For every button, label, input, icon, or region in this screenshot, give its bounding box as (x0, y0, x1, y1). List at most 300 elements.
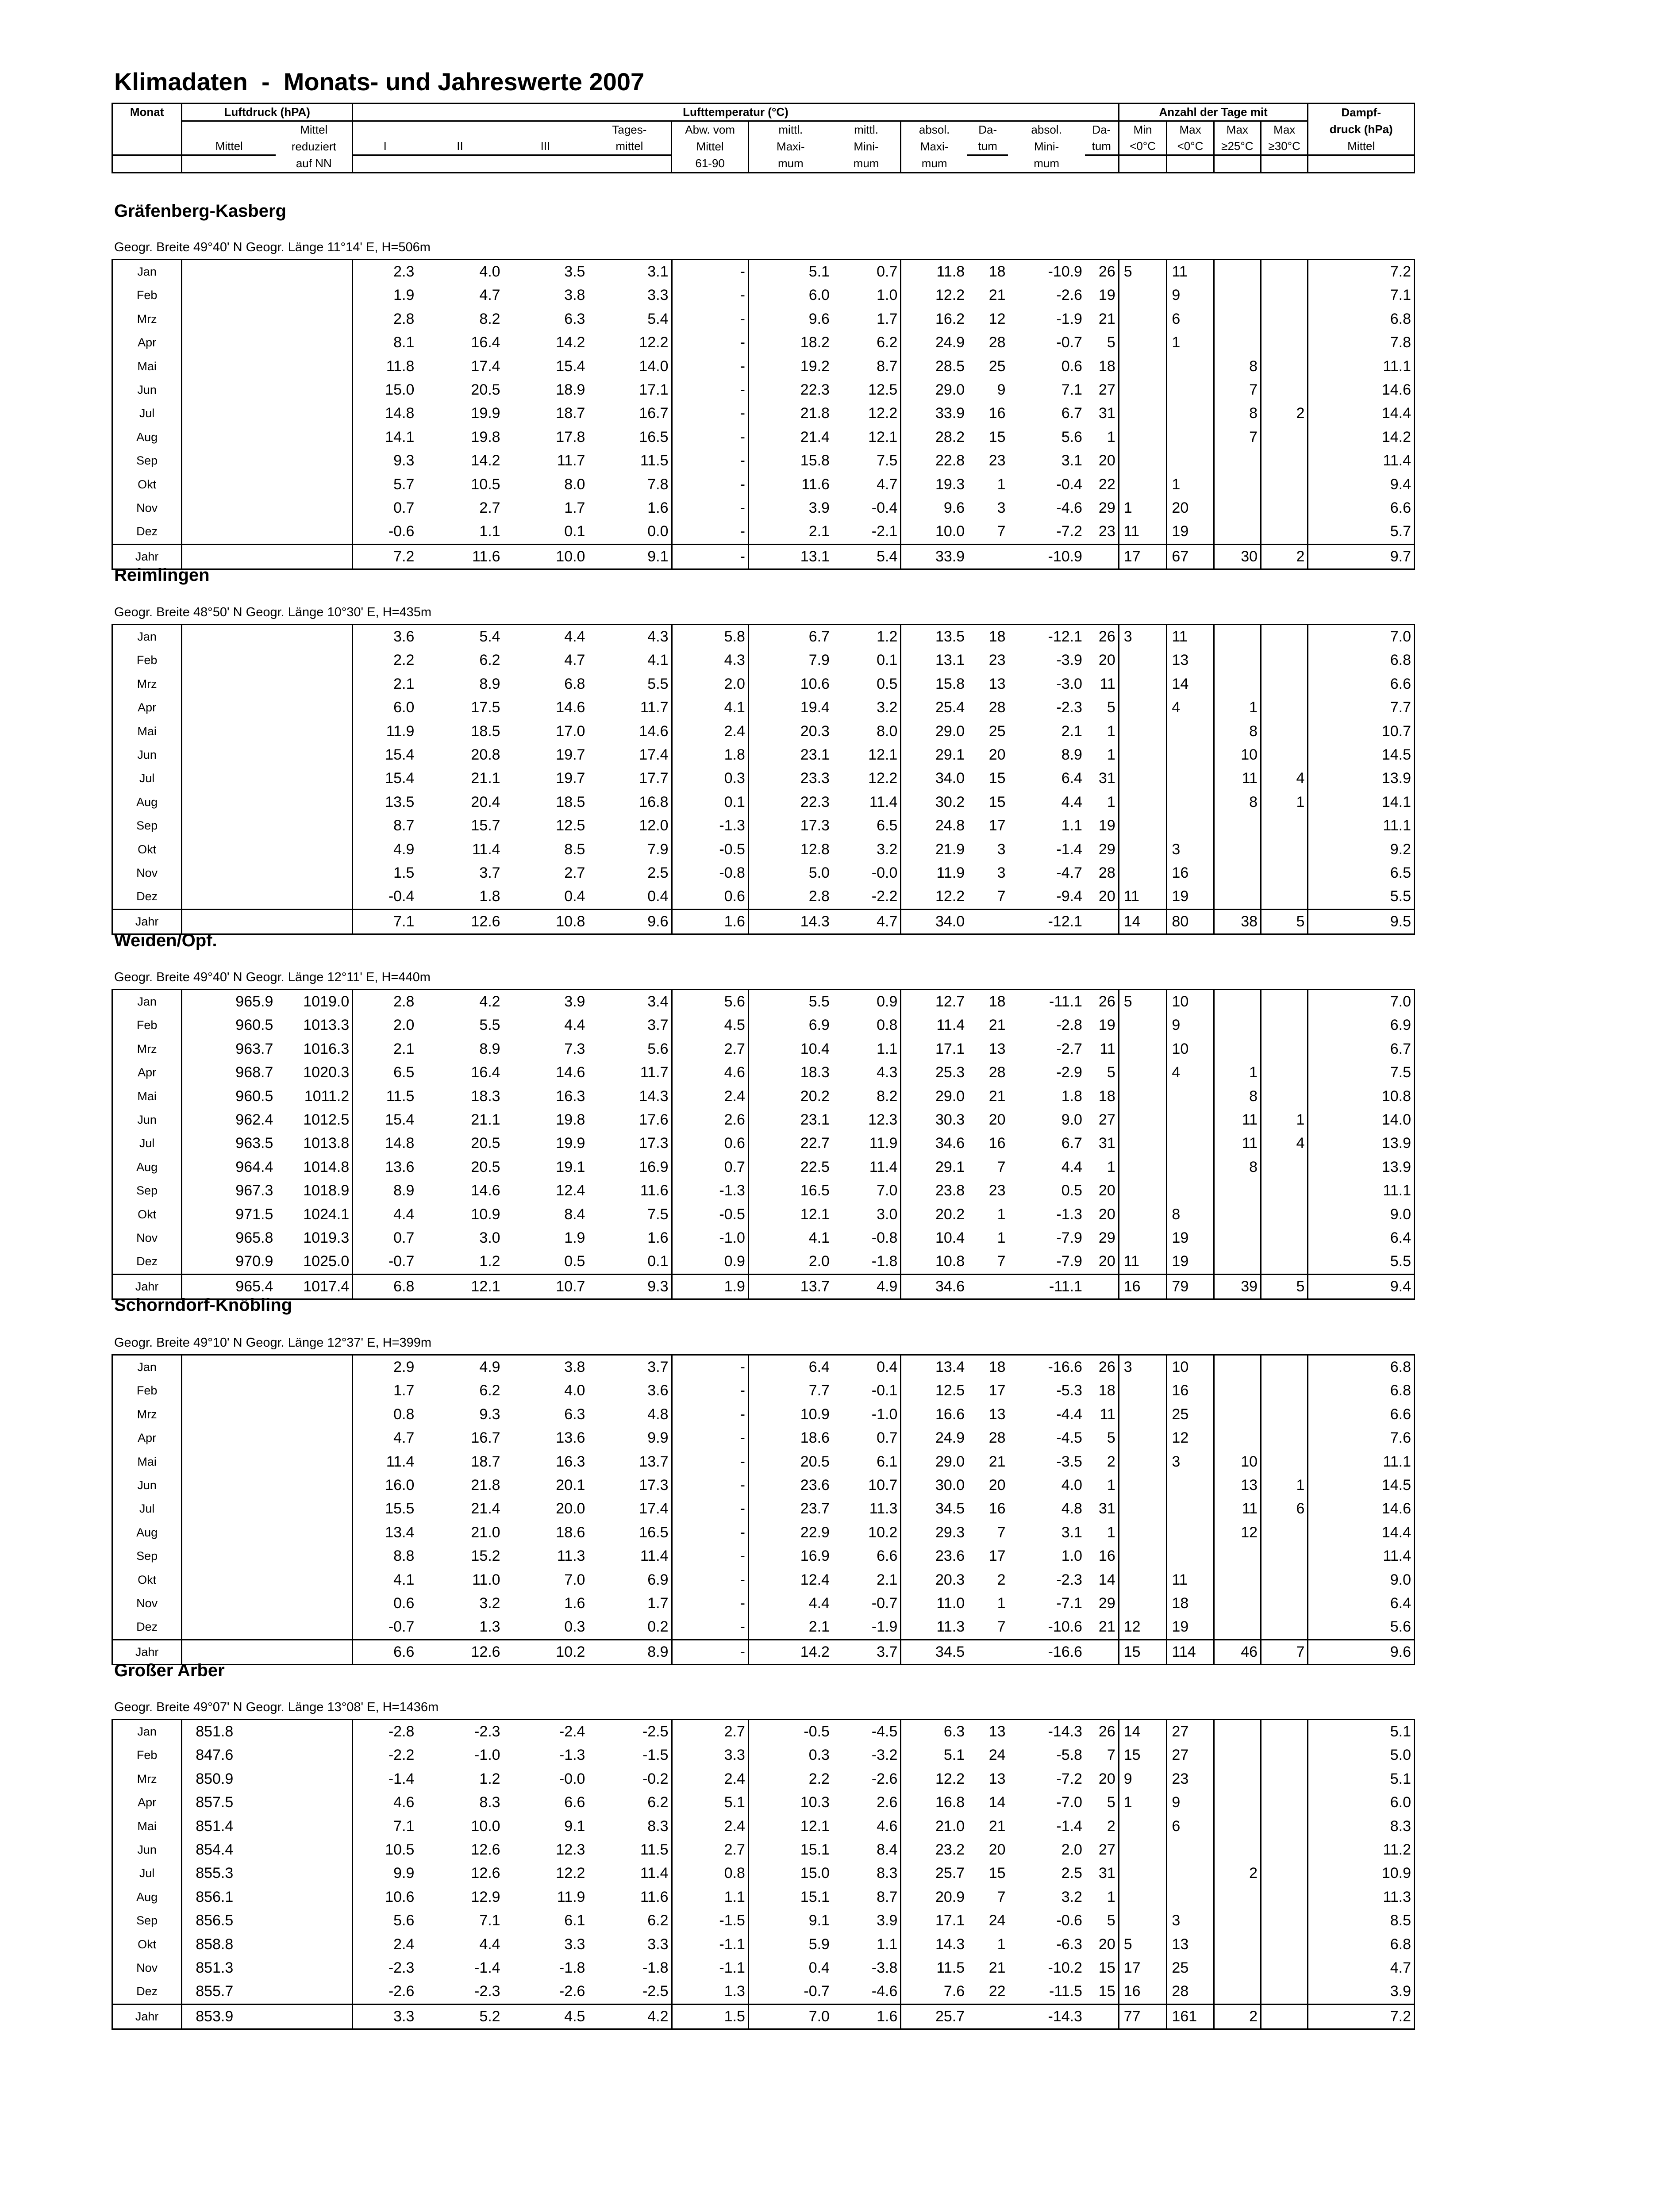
value-cell: 16.0 (385, 1477, 415, 1494)
value-cell (1119, 1521, 1167, 1544)
value-cell: 857.5 (196, 1794, 234, 1811)
value-cell: 10.8 (503, 909, 588, 934)
value-cell: -1.3 (672, 1179, 748, 1202)
value-cell: 19.8 (471, 428, 500, 445)
value-cell: 28 (988, 699, 1006, 716)
value-cell: 77 (1119, 2004, 1167, 2029)
value-cell: 16.4 (471, 1064, 500, 1081)
value-cell: 0.6 (672, 1132, 748, 1155)
value-cell: - (672, 1568, 748, 1592)
value-cell: 1.3 (672, 1980, 748, 2004)
value-cell: 2.4 (672, 1815, 748, 1838)
value-cell: 8 (1214, 355, 1261, 378)
value-cell: 7.1 (1061, 381, 1082, 399)
value-cell (182, 791, 276, 814)
value-cell: 21 (988, 1817, 1006, 1835)
value-cell: 14.1 (385, 428, 415, 445)
value-cell: 19 (1167, 1250, 1214, 1274)
value-cell (1214, 496, 1261, 520)
value-cell: 11.4 (588, 1544, 672, 1568)
value-cell: 17.7 (588, 767, 672, 790)
value-cell: - (672, 260, 748, 284)
value-cell: 16.3 (556, 1453, 585, 1470)
value-cell: - (672, 1497, 748, 1521)
value-cell: 10 (1214, 743, 1261, 767)
value-cell: 25 (1167, 1956, 1214, 1980)
value-cell (1261, 1544, 1308, 1568)
value-cell: - (672, 1450, 748, 1474)
value-cell: 12.4 (556, 1182, 585, 1199)
value-cell: 10.7 (503, 1274, 588, 1299)
value-cell: 9 (997, 381, 1006, 399)
value-cell (276, 1568, 352, 1592)
value-cell (182, 520, 276, 544)
value-cell: 6.8 (1308, 1379, 1415, 1402)
value-cell: 29 (1085, 1592, 1119, 1615)
value-cell: 11.3 (1308, 1886, 1415, 1909)
value-cell: 19.9 (556, 1135, 585, 1152)
value-cell: 11 (1119, 520, 1167, 544)
value-cell: 1.5 (393, 864, 415, 882)
value-cell: 1 (1085, 1156, 1119, 1179)
station-name: Schorndorf-Knöbling (114, 1295, 292, 1315)
value-cell (182, 1568, 276, 1592)
value-cell (1167, 791, 1214, 814)
table-row (112, 473, 1415, 496)
value-cell: 1.3 (479, 1618, 500, 1636)
value-cell: - (672, 496, 748, 520)
value-cell: 161 (1167, 2004, 1214, 2029)
value-cell (1214, 1544, 1261, 1568)
month-cell: Feb (112, 1743, 182, 1767)
value-cell (182, 449, 276, 472)
value-cell: 2.7 (479, 499, 500, 517)
value-cell: -1.0 (832, 1403, 901, 1426)
value-cell (182, 625, 276, 649)
value-cell: 5.4 (417, 625, 503, 649)
value-cell: 2 (1214, 2004, 1261, 2029)
value-cell (1119, 1203, 1167, 1226)
value-cell: 8.4 (832, 1838, 901, 1862)
value-cell (1167, 720, 1214, 743)
value-cell: 15 (1119, 1640, 1167, 1664)
value-cell: 16 (988, 1135, 1006, 1152)
station-table (112, 259, 1415, 570)
value-cell: 0.4 (808, 1959, 830, 1977)
value-cell: 11 (1167, 260, 1214, 284)
value-cell: 12.2 (935, 1770, 965, 1787)
value-cell: 9.0 (1308, 1568, 1415, 1592)
value-cell: 1 (997, 1595, 1006, 1612)
value-cell: 8.3 (479, 1794, 500, 1811)
value-cell: 11.7 (588, 696, 672, 719)
value-cell: 847.6 (196, 1747, 234, 1764)
value-cell (276, 1544, 352, 1568)
value-cell: 10.0 (503, 544, 588, 569)
value-cell: 7 (997, 1524, 1006, 1541)
value-cell (1119, 861, 1167, 885)
value-cell: 15.0 (800, 1865, 830, 1882)
value-cell (1119, 449, 1167, 472)
value-cell: 11.1 (1308, 1450, 1415, 1474)
value-cell: 9.1 (588, 544, 672, 569)
value-cell: 11.4 (472, 841, 500, 858)
value-cell: 8 (1214, 1156, 1261, 1179)
month-cell: Mai (112, 355, 182, 378)
value-cell (276, 1815, 352, 1838)
value-cell: 26 (1085, 625, 1119, 649)
value-cell: 15 (988, 770, 1006, 787)
value-cell: 4.4 (1061, 793, 1082, 810)
value-cell (276, 672, 352, 696)
value-cell: 22.9 (800, 1524, 830, 1541)
value-cell: 8.0 (564, 476, 585, 493)
month-cell: Jahr (112, 2004, 182, 2029)
value-cell (276, 1791, 352, 1814)
value-cell (1214, 1250, 1261, 1274)
value-cell: 10.9 (800, 1406, 830, 1423)
station-geo: Geogr. Breite 49°40' N Geogr. Länge 11°14' E, H=506m (114, 240, 431, 254)
value-cell: 11.1 (1308, 355, 1415, 378)
header-lt0-max: <0°C (1167, 138, 1214, 155)
value-cell: 8.2 (832, 1085, 901, 1108)
value-cell (1214, 473, 1261, 496)
value-cell: 0.4 (588, 885, 672, 909)
value-cell (182, 1450, 276, 1474)
header-t-II: II (417, 138, 503, 155)
value-cell (1214, 1743, 1261, 1767)
value-cell: 5.6 (393, 1912, 415, 1929)
value-cell: 7.0 (748, 2004, 832, 2029)
value-cell: 19.7 (556, 746, 585, 764)
value-cell: 13.7 (748, 1274, 832, 1299)
value-cell: 8.8 (393, 1548, 415, 1565)
value-cell: 12.9 (471, 1888, 500, 1905)
value-cell: 14 (1119, 1720, 1167, 1744)
value-cell: 25 (988, 357, 1006, 375)
value-cell: 19 (1167, 1226, 1214, 1250)
value-cell: -1.3 (559, 1747, 585, 1764)
value-cell: 30.3 (935, 1111, 965, 1129)
value-cell: 0.3 (672, 767, 748, 790)
table-row (112, 696, 1415, 719)
station-name: Gräfenberg-Kasberg (114, 201, 286, 221)
table-row (112, 625, 1415, 649)
value-cell (1214, 1956, 1261, 1980)
value-cell (182, 743, 276, 767)
value-cell: 10.0 (471, 1817, 500, 1835)
value-cell: -7.9 (1056, 1253, 1082, 1270)
table-row (112, 1132, 1415, 1155)
value-cell: 20 (1085, 1250, 1119, 1274)
value-cell: 1.7 (588, 1592, 672, 1615)
value-cell (182, 720, 276, 743)
month-cell: Dez (112, 1615, 182, 1640)
value-cell (1214, 1355, 1261, 1379)
value-cell: 6.6 (1308, 496, 1415, 520)
value-cell: 23.1 (800, 1111, 830, 1129)
station-name: Reimlingen (114, 565, 210, 585)
value-cell (1119, 331, 1167, 354)
value-cell: - (672, 1474, 748, 1497)
value-cell (182, 767, 276, 790)
value-cell: 1024.1 (276, 1203, 352, 1226)
value-cell (1119, 1037, 1167, 1061)
value-cell: - (672, 520, 748, 544)
value-cell: 2.4 (672, 1085, 748, 1108)
month-cell: Apr (112, 1061, 182, 1084)
value-cell: 23 (988, 452, 1006, 469)
value-cell: 962.4 (235, 1111, 273, 1129)
value-cell: 4.7 (393, 1429, 415, 1447)
value-cell: 14.6 (1308, 378, 1415, 402)
value-cell: 9.6 (808, 310, 830, 327)
value-cell: 10.5 (385, 1841, 415, 1859)
value-cell (182, 1497, 276, 1521)
value-cell: -7.0 (1056, 1794, 1082, 1811)
value-cell: 13.7 (588, 1450, 672, 1474)
table-row (112, 1226, 1415, 1250)
value-cell (1119, 1862, 1167, 1885)
value-cell: 2.4 (672, 1767, 748, 1791)
value-cell: -14.3 (1008, 1720, 1085, 1744)
value-cell: 11 (1214, 1497, 1261, 1521)
value-cell: 9 (1119, 1767, 1167, 1791)
value-cell (1261, 1980, 1308, 2004)
value-cell (1119, 378, 1167, 402)
value-cell: 23.2 (935, 1841, 965, 1859)
value-cell (1261, 1720, 1308, 1744)
value-cell (1167, 449, 1214, 472)
value-cell: 7.1 (479, 1912, 500, 1929)
value-cell: 16 (1167, 1379, 1214, 1402)
value-cell: 11.4 (832, 1156, 901, 1179)
value-cell: 21.0 (935, 1817, 965, 1835)
value-cell: 19 (1085, 1014, 1119, 1037)
value-cell: 21 (988, 1959, 1006, 1977)
value-cell: 16.9 (800, 1548, 830, 1565)
value-cell: 4.7 (832, 909, 901, 934)
table-row (112, 449, 1415, 472)
value-cell: 25 (988, 722, 1006, 740)
value-cell: 23.7 (800, 1500, 830, 1517)
value-cell: -2.9 (1056, 1064, 1082, 1081)
value-cell: 8.1 (393, 334, 415, 351)
table-row (112, 909, 1415, 934)
value-cell: 3.1 (588, 260, 672, 284)
value-cell: 5.1 (748, 260, 832, 284)
value-cell: -1.3 (1056, 1206, 1082, 1223)
month-cell: Dez (112, 885, 182, 909)
value-cell (1119, 743, 1167, 767)
value-cell (276, 720, 352, 743)
value-cell (276, 1403, 352, 1426)
value-cell: 7 (997, 1618, 1006, 1636)
value-cell: 13.9 (1308, 1132, 1415, 1155)
table-row (112, 1933, 1415, 1956)
value-cell: 6.8 (353, 1274, 417, 1299)
value-cell: -0.0 (832, 861, 901, 885)
value-cell: 5.5 (1308, 885, 1415, 909)
table-row (112, 284, 1415, 307)
value-cell: 19.8 (556, 1111, 585, 1129)
station-table (112, 624, 1415, 935)
value-cell: 1 (997, 1936, 1006, 1953)
table-row (112, 378, 1415, 402)
value-cell: 0.7 (832, 260, 901, 284)
value-cell: 8 (1214, 402, 1261, 425)
value-cell (276, 1909, 352, 1932)
value-cell: 5 (1261, 909, 1308, 934)
value-cell: 7.5 (1308, 1061, 1415, 1084)
value-cell: 6.4 (1308, 1592, 1415, 1615)
value-cell: 7.1 (353, 909, 417, 934)
value-cell: 9.1 (564, 1817, 585, 1835)
table-row (112, 1274, 1415, 1299)
month-cell: Jahr (112, 1274, 182, 1299)
value-cell: 1.6 (588, 1226, 672, 1250)
value-cell: 13.9 (1308, 767, 1415, 790)
table-row (112, 1815, 1415, 1838)
table-row (112, 1250, 1415, 1274)
value-cell: 19 (1167, 885, 1214, 909)
value-cell: -1.5 (672, 1909, 748, 1932)
value-cell: 8.9 (588, 1640, 672, 1664)
value-cell: 29.1 (935, 1158, 965, 1175)
value-cell: 9.0 (1308, 1203, 1415, 1226)
value-cell: 15 (1119, 1743, 1167, 1767)
value-cell: 13.5 (901, 625, 967, 649)
value-cell: 3.3 (564, 1936, 585, 1953)
month-cell: Jul (112, 402, 182, 425)
value-cell (182, 861, 276, 885)
value-cell: 26 (1085, 1720, 1119, 1744)
value-cell: 10.9 (471, 1206, 500, 1223)
value-cell: 16.5 (588, 1521, 672, 1544)
value-cell: -16.6 (1008, 1355, 1085, 1379)
value-cell: 11.6 (588, 1179, 672, 1202)
value-cell: 20 (1085, 1203, 1119, 1226)
value-cell: 3.3 (588, 284, 672, 307)
value-cell: 11.9 (832, 1132, 901, 1155)
value-cell: 29 (1085, 1226, 1119, 1250)
header-tagesmittel-2: mittel (588, 138, 672, 155)
value-cell: -0.7 (388, 1253, 415, 1270)
value-cell: 4.1 (808, 1229, 830, 1247)
station-table (112, 1719, 1415, 2030)
value-cell: -0.5 (748, 1720, 832, 1744)
value-cell: 2.1 (1061, 722, 1082, 740)
value-cell: 6.7 (1308, 1037, 1415, 1061)
value-cell: 1.5 (672, 2004, 748, 2029)
value-cell: 0.7 (832, 1426, 901, 1450)
value-cell: 5.1 (672, 1791, 748, 1814)
value-cell (1119, 1568, 1167, 1592)
value-cell: 12 (1214, 1521, 1261, 1544)
value-cell: 963.5 (235, 1135, 273, 1152)
value-cell: 11.8 (386, 357, 415, 375)
value-cell: 2.7 (564, 864, 585, 882)
value-cell: 6.4 (1061, 770, 1082, 787)
value-cell: 0.5 (1061, 1182, 1082, 1199)
value-cell: 1020.3 (276, 1061, 352, 1084)
value-cell: 12 (988, 310, 1006, 327)
header-ge30: ≥30°C (1261, 138, 1308, 155)
value-cell: 3.7 (832, 1640, 901, 1664)
value-cell (182, 1355, 276, 1379)
table-row (112, 1403, 1415, 1426)
value-cell: -9.4 (1056, 888, 1082, 905)
value-cell: 14.3 (935, 1936, 965, 1953)
value-cell: 7 (997, 1158, 1006, 1175)
month-cell: Feb (112, 284, 182, 307)
value-cell: 2.0 (672, 672, 748, 696)
value-cell (1261, 1179, 1308, 1202)
value-cell: 4.3 (832, 1061, 901, 1084)
header-max-1: Max (1167, 121, 1214, 138)
value-cell (1214, 1014, 1261, 1037)
value-cell: 30 (1214, 544, 1261, 569)
value-cell: 18 (1085, 1085, 1119, 1108)
value-cell (1214, 1909, 1261, 1932)
value-cell: 1 (1085, 426, 1119, 449)
value-cell (1261, 1061, 1308, 1084)
value-cell: 11.9 (386, 722, 415, 740)
value-cell: 27 (1085, 1108, 1119, 1132)
value-cell: 27 (1167, 1743, 1214, 1767)
month-cell: Apr (112, 331, 182, 354)
value-cell: 1 (1214, 1061, 1261, 1084)
value-cell: 13 (1167, 649, 1214, 672)
value-cell: -1.5 (588, 1743, 672, 1767)
header-abw-1: Abw. vom (672, 121, 748, 138)
value-cell: 6.6 (1308, 672, 1415, 696)
month-cell: Nov (112, 1226, 182, 1250)
value-cell: 4.1 (393, 1571, 415, 1588)
value-cell: 10.2 (503, 1640, 588, 1664)
value-cell: 7.9 (808, 652, 830, 669)
value-cell: 6.2 (588, 1791, 672, 1814)
value-cell: 2.7 (672, 1037, 748, 1061)
month-cell: Dez (112, 1250, 182, 1274)
month-cell: Mrz (112, 1037, 182, 1061)
value-cell: 967.3 (235, 1182, 273, 1199)
value-cell (1119, 649, 1167, 672)
value-cell: 1014.8 (276, 1156, 352, 1179)
month-cell: Okt (112, 473, 182, 496)
value-cell (1261, 1379, 1308, 1402)
value-cell (1261, 838, 1308, 861)
value-cell: 10.0 (935, 523, 965, 540)
table-row (112, 838, 1415, 861)
value-cell: -4.7 (1056, 864, 1082, 882)
value-cell (182, 1592, 276, 1615)
value-cell: 0.3 (564, 1618, 585, 1636)
value-cell: 12 (1119, 1615, 1167, 1640)
value-cell: 25.4 (935, 699, 965, 716)
value-cell: 850.9 (196, 1770, 234, 1787)
value-cell: 6 (1167, 307, 1214, 331)
value-cell: -2.1 (832, 520, 901, 544)
month-cell: Jahr (112, 909, 182, 934)
value-cell: 13.4 (385, 1524, 415, 1541)
value-cell: 8.9 (479, 1040, 500, 1057)
value-cell: 1016.3 (276, 1037, 352, 1061)
value-cell (1261, 1355, 1308, 1379)
header-monat: Monat (112, 104, 182, 155)
value-cell: 7.0 (832, 1179, 901, 1202)
value-cell: 14.4 (1308, 402, 1415, 425)
